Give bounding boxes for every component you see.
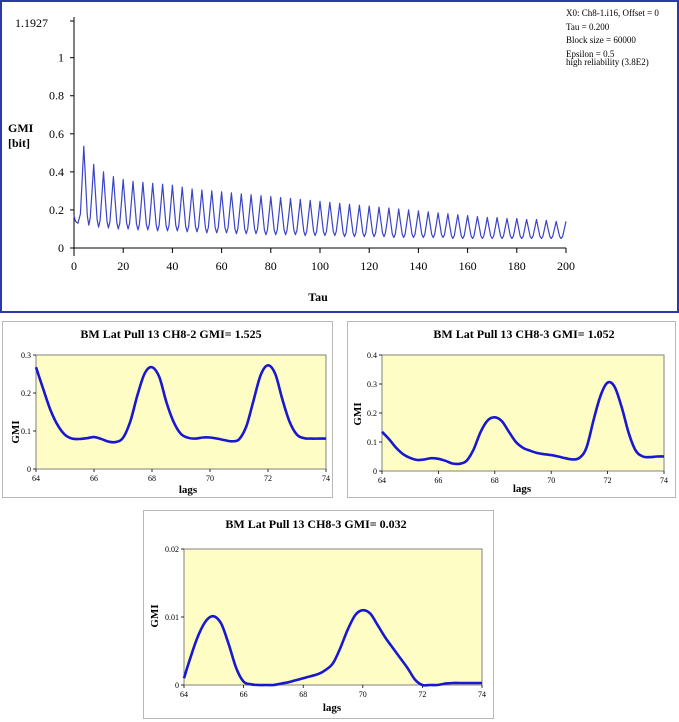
chart-ch8-3-low-x-tick-label: 70: [358, 690, 367, 699]
info-line-epsilon: Epsilon = 0.5: [566, 49, 615, 59]
main-x-tick-label: 0: [71, 259, 77, 273]
chart-ch8-2-x-tick-label: 66: [90, 474, 98, 483]
chart-ch8-2: [3, 322, 332, 497]
main-x-tick-label: 200: [557, 259, 575, 273]
chart-ch8-2-plot-area: [36, 355, 326, 469]
chart-ch8-3-low-y-tick-label: 0.02: [165, 545, 179, 554]
chart-ch8-2-y-tick-label: 0.1: [21, 427, 31, 436]
chart-ch8-3-x-tick-label: 66: [434, 476, 443, 485]
main-y-tick-label: 0.6: [49, 126, 64, 141]
main-x-tick-label: 160: [458, 259, 477, 273]
chart-ch8-3-low-x-tick-label: 64: [180, 690, 188, 699]
main-x-tick-label: 80: [264, 259, 277, 273]
chart-ch8-3-low-y-axis-label: GMI: [149, 604, 161, 628]
chart-ch8-3: [348, 322, 675, 497]
chart-ch8-2-y-tick-label: 0.3: [21, 351, 31, 360]
chart-ch8-2-x-tick-label: 64: [32, 474, 40, 483]
chart-ch8-3-low-x-tick-label: 72: [418, 690, 427, 699]
chart-ch8-3-low-x-axis-label: lags: [322, 702, 342, 714]
main-x-tick-label: 120: [360, 259, 379, 273]
chart-ch8-3-x-tick-label: 72: [603, 476, 612, 485]
main-x-axis-label: Tau: [308, 290, 328, 304]
chart-ch8-3-y-tick-label: 0.4: [367, 351, 377, 360]
main-x-tick-label: 180: [507, 259, 526, 273]
chart-ch8-3-low-y-tick-label: 0.01: [165, 613, 179, 622]
chart-ch8-3-x-tick-label: 64: [378, 476, 386, 485]
info-line-block-size: Block size = 60000: [566, 35, 636, 45]
main-y-tick-label: 0.4: [49, 164, 64, 179]
main-y-tick-label: 1: [58, 50, 64, 65]
chart-ch8-3-plot-area: [382, 355, 664, 471]
chart-ch8-2-x-tick-label: 70: [206, 474, 214, 483]
chart-ch8-3-x-axis-label: lags: [512, 483, 532, 495]
chart-ch8-2-x-axis-label: lags: [178, 484, 198, 496]
chart-ch8-2-x-tick-label: 74: [322, 474, 330, 483]
main-y-axis-label-gmi: GMI: [8, 121, 34, 135]
main-y-tick-label: 0.8: [49, 88, 64, 103]
chart-ch8-3-low-panel: [143, 510, 494, 719]
chart-ch8-3-low-x-tick-label: 66: [239, 690, 248, 699]
chart-ch8-2-y-axis-label: GMI: [10, 420, 22, 444]
main-gmi-chart-panel: [0, 0, 679, 313]
main-y-max-label: 1.1927: [15, 16, 48, 30]
chart-ch8-2-x-tick-label: 72: [264, 474, 272, 483]
main-x-tick-label: 100: [311, 259, 329, 273]
main-x-tick-label: 20: [117, 259, 130, 273]
chart-ch8-3-low-title: BM Lat Pull 13 CH8-3 GMI= 0.032: [225, 517, 407, 531]
info-line-reliability: high reliability (3.8E2): [566, 57, 649, 67]
chart-ch8-3-x-tick-label: 74: [660, 476, 668, 485]
chart-ch8-3-x-tick-label: 70: [547, 476, 556, 485]
main-x-tick-label: 60: [215, 259, 228, 273]
chart-ch8-3-low-y-tick-label: 0: [175, 681, 179, 690]
main-y-tick-label: 0.2: [49, 202, 64, 217]
main-y-axis-label-unit: [bit]: [8, 136, 30, 150]
chart-ch8-3-y-tick-label: 0.3: [367, 380, 377, 389]
main-gmi-chart: [2, 2, 677, 311]
main-x-tick-label: 40: [166, 259, 179, 273]
chart-ch8-3-low-x-tick-label: 74: [478, 690, 486, 699]
main-gmi-series-line: [74, 146, 566, 238]
chart-ch8-3-x-tick-label: 68: [490, 476, 499, 485]
chart-ch8-2-x-tick-label: 68: [148, 474, 156, 483]
chart-ch8-2-title: BM Lat Pull 13 CH8-2 GMI= 1.525: [80, 327, 262, 341]
chart-ch8-3-y-axis-label: GMI: [352, 402, 364, 426]
chart-ch8-2-panel: [2, 321, 333, 498]
info-line-x0: X0: Ch8-1.i16, Offset = 0: [566, 8, 659, 18]
chart-ch8-3-low: [144, 511, 493, 718]
chart-ch8-3-y-tick-label: 0.1: [367, 438, 377, 447]
chart-ch8-3-low-x-tick-label: 68: [299, 690, 308, 699]
chart-ch8-3-y-tick-label: 0.2: [367, 409, 377, 418]
chart-ch8-2-y-tick-label: 0.2: [21, 389, 31, 398]
chart-ch8-2-y-tick-label: 0: [27, 465, 31, 474]
info-line-tau: Tau = 0.200: [566, 22, 610, 32]
main-y-tick-label: 0: [58, 241, 64, 255]
main-info-box: [566, 8, 659, 67]
chart-ch8-3-y-tick-label: 0: [373, 467, 377, 476]
chart-ch8-3-title: BM Lat Pull 13 CH8-3 GMI= 1.052: [433, 327, 615, 341]
main-x-tick-label: 140: [409, 259, 428, 273]
chart-ch8-3-panel: [347, 321, 676, 498]
